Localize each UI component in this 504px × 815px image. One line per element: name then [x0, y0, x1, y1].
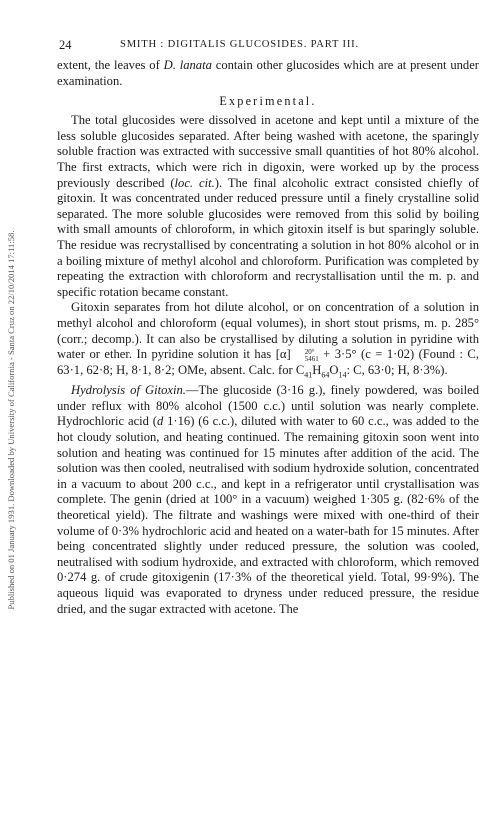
intro-paragraph: extent, the leaves of D. lanata contain other glucosides which are at present under examination. [57, 58, 480, 88]
download-notice-text: Published on 01 January 1931. Downloaded by University of California - Santa Cruz on 22/10/2014 17:11:58. [6, 230, 16, 610]
journal-page [57, 38, 479, 617]
subsection-heading-hydrolysis: Hydrolysis of Gitoxin. [71, 383, 186, 398]
citation: loc. cit. [174, 175, 215, 190]
running-header [57, 38, 479, 54]
species-name: D. lanata [163, 58, 212, 72]
paragraph-properties: Gitoxin separates from hot dilute alcohol, or on concentration of a solution in methyl alcohol and chloroform (equal volumes), in short stout prisms, m. p. 285° (corr.; decomp.). It can also be crystallised by diluting a solution in pyridine with water or ether. In pyridine solution it has [α] 20° 5461 + 3·5° (c = 1·02) (Found : C, 63·1, 62·8; H, 8·1, 8·2; OMe, absent. Calc. for $C_{41}H_{64}O_{14}$: C, 63·0; H, 8·3%). [57, 300, 479, 380]
paragraph-hydrolysis: Hydrolysis of Gitoxin.—The glucoside (3·16 g.), finely powdered, was boiled under reflux with 80% alcohol (1500 c.c.) until solution was nearly complete. Hydrochloric acid (d 1·16) (6 c.c.), diluted with water to 60 c.c., was added to the hot cloudy solution, and heating continued. The remaining gitoxin soon went into solution and heating was continued for 15 minutes after addition of the acid. The solution was then cooled, neutralised with sodium hydroxide solution, concentrated in a vacuum to about 200 c.c., and kept in a refrigerator until crystallisation was complete. The genin (dried at 100° in a vacuum) weighed 1·305 g. (82·6% of the theoretical yield). The filtrate and washings were mixed with one-third of their volume of 0·3% hydrochloric acid and heated on a water-bath for 15 minutes. After being concentrated slightly under reduced pressure, the solution was cooled, neutralised with sodium hydroxide, and extracted with chloroform, which removed 0·274 g. of crude gitoxigenin (17·3% of the theoretical yield. Total, 99·9%). The aqueous liquid was evaporated to dryness under reduced pressure, the residue dried, and the sugar extracted with acetone. The [57, 383, 479, 616]
paragraph-isolation: The total glucosides were dissolved in acetone and kept until a mixture of the less soluble glucosides separated. After being washed with acetone, the sparingly soluble fraction was extracted with successive small quantities of hot 80% alcohol. The first extracts, which were rich in digoxin, were worked up by the process previously described (loc. cit.). The final alcoholic extract consisted chiefly of gitoxin. It was concentrated under reduced pressure until a finely crystalline solid separated. The more soluble glucosides were removed from this solid by boiling with small amounts of chloroform, in which gitoxin itself is but sparingly soluble. The residue was recrystallised by concentrating a solution in hot 80% alcohol or in a boiling mixture of methyl alcohol and chloroform. Purification was completed by repeating the extraction with chloroform and recrystallisation until the m. p. and specific rotation became constant. [57, 113, 479, 299]
specific-rotation: [α] 20° 5461 [275, 347, 319, 364]
page-number: 24 [59, 38, 72, 52]
download-notice-sidebar [4, 50, 18, 790]
running-title: SMITH : DIGITALIS GLUCOSIDES. PART III. [120, 39, 359, 50]
section-heading-experimental: Experimental. [219, 94, 317, 109]
